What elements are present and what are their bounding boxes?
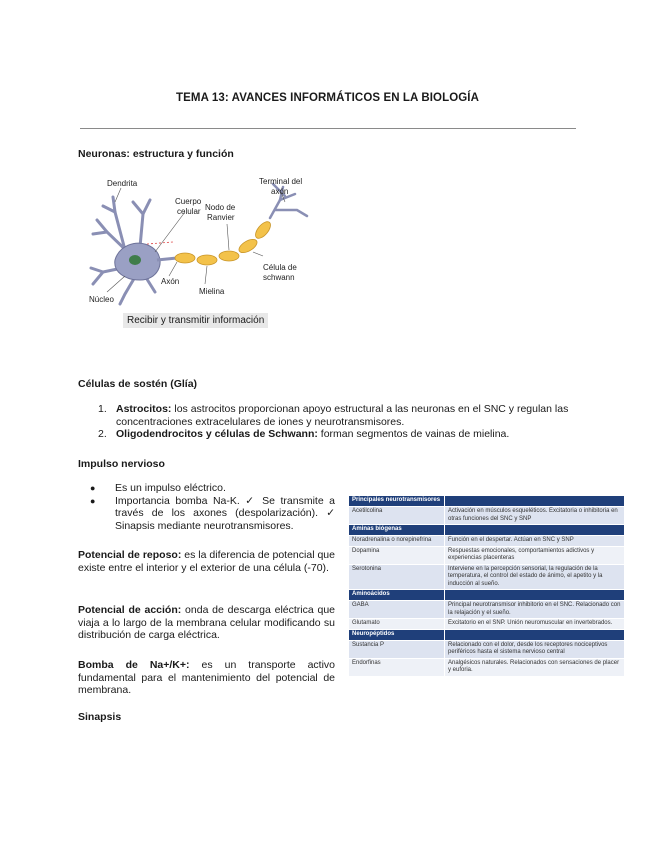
table-cell-name: Noradrenalina o norepinefrina bbox=[349, 536, 445, 547]
table-cell-description bbox=[445, 525, 625, 536]
neurotransmitters-table bbox=[348, 495, 625, 677]
list-item: ● Es un impulso eléctrico. bbox=[90, 482, 226, 494]
table-cell-description bbox=[445, 629, 625, 640]
label-axon-terminal: axón bbox=[271, 187, 289, 196]
table-section-header bbox=[349, 496, 625, 507]
table-row bbox=[349, 640, 625, 658]
table-cell-description: Función en el despertar. Actúan en SNC y SNP bbox=[445, 536, 625, 547]
list-item: ● Importancia bomba Na-K. ✓ Se transmite a través de los axones (despolarización). ✓ Sinapsis mediante neurotransmisores. bbox=[90, 494, 335, 532]
neuron-diagram bbox=[85, 172, 315, 307]
table-cell-description: Interviene en la percepción sensorial, la regulación de la temperatura, el control del estado de ánimo, el apetito y la inducción al sueño. bbox=[445, 564, 625, 590]
table-cell-name: Glutamato bbox=[349, 619, 445, 630]
label-dendrita: Dendrita bbox=[107, 179, 138, 188]
label-celular: celular bbox=[177, 207, 201, 216]
neuronas-heading: Neuronas: estructura y función bbox=[78, 148, 234, 160]
table-cell-description: Relacionado con el dolor, desde los receptores nociceptivos periféricos hasta el sistema nervioso central bbox=[445, 640, 625, 658]
table-row bbox=[349, 546, 625, 564]
label-cuerpo: Cuerpo bbox=[175, 197, 202, 206]
list-item: 1. Astrocitos: los astrocitos proporcionan apoyo estructural a las neuronas en el SNC y regulan las concentraciones extracelulares de iones y neurotransmisores. bbox=[98, 403, 569, 428]
nucleus-shape bbox=[129, 255, 141, 265]
impulso-heading: Impulso nervioso bbox=[78, 458, 165, 470]
label-nucleo: Núcleo bbox=[89, 295, 114, 304]
label-axon: Axón bbox=[161, 277, 180, 286]
table-cell-name: Aminoácidos bbox=[349, 590, 445, 601]
table-cell-name: Dopamina bbox=[349, 546, 445, 564]
potencial-accion: Potencial de acción: onda de descarga eléctrica que viaja a lo largo de la membrana celular modificando su distribución de carga eléctrica. bbox=[78, 604, 336, 641]
label-mielina: Mielina bbox=[199, 287, 225, 296]
glia-heading: Células de sostén (Glía) bbox=[78, 378, 198, 390]
table-row bbox=[349, 658, 625, 676]
table-cell-name: Neuropéptidos bbox=[349, 629, 445, 640]
table-section-header bbox=[349, 629, 625, 640]
sinapsis-heading: Sinapsis bbox=[78, 711, 122, 723]
table-section-header bbox=[349, 590, 625, 601]
table-row bbox=[349, 536, 625, 547]
table-cell-description bbox=[445, 496, 625, 507]
table-cell-name: Endorfinas bbox=[349, 658, 445, 676]
table-section-header bbox=[349, 525, 625, 536]
table-cell-name: GABA bbox=[349, 601, 445, 619]
label-ranvier: Ranvier bbox=[207, 213, 235, 222]
table-row bbox=[349, 564, 625, 590]
table-cell-description bbox=[445, 590, 625, 601]
table-cell-name: Serotonina bbox=[349, 564, 445, 590]
table-cell-description: Principal neurotransmisor inhibitorio en el SNC. Relacionado con la relajación y el sueño. bbox=[445, 601, 625, 619]
table-cell-name: Aminas biógenas bbox=[349, 525, 445, 536]
label-nodo: Nodo de bbox=[205, 203, 236, 212]
table-cell-description: Excitatorio en el SNP. Unión neuromuscular en invertebrados. bbox=[445, 619, 625, 630]
impulso-list bbox=[78, 482, 335, 532]
table-cell-name: Acetilcolina bbox=[349, 507, 445, 525]
table-cell-description: Activación en músculos esqueléticos. Excitatoria o inhibitoria en otras funciones del SNC y SNP bbox=[445, 507, 625, 525]
table-cell-name: Principales neurotransmisores bbox=[349, 496, 445, 507]
table-cell-description: Analgésicos naturales. Relacionados con sensaciones de placer y euforia. bbox=[445, 658, 625, 676]
potencial-reposo: Potencial de reposo: es la diferencia de potencial que existe entre el interior y el exterior de una célula (-70). bbox=[78, 549, 335, 574]
label-schwann: schwann bbox=[263, 273, 295, 282]
table-cell-name: Sustancia P bbox=[349, 640, 445, 658]
divider bbox=[80, 128, 576, 129]
list-item: 2. Oligodendrocitos y células de Schwann: forman segmentos de vainas de mielina. bbox=[98, 428, 510, 440]
table-row bbox=[349, 601, 625, 619]
table-row bbox=[349, 507, 625, 525]
document-title: TEMA 13: AVANCES INFORMÁTICOS EN LA BIOLOGÍA bbox=[176, 92, 479, 104]
table-cell-description: Respuestas emocionales, comportamientos adictivos y experiencias placenteras bbox=[445, 546, 625, 564]
glia-list bbox=[78, 403, 586, 441]
diagram-caption: Recibir y transmitir información bbox=[123, 313, 268, 328]
label-celula: Célula de bbox=[263, 263, 297, 272]
label-terminal: Terminal del bbox=[259, 177, 303, 186]
table-row bbox=[349, 619, 625, 630]
bomba-na-k: Bomba de Na+/K+: es un transporte activo fundamental para el mantenimiento del potencial de membrana. bbox=[78, 659, 335, 696]
